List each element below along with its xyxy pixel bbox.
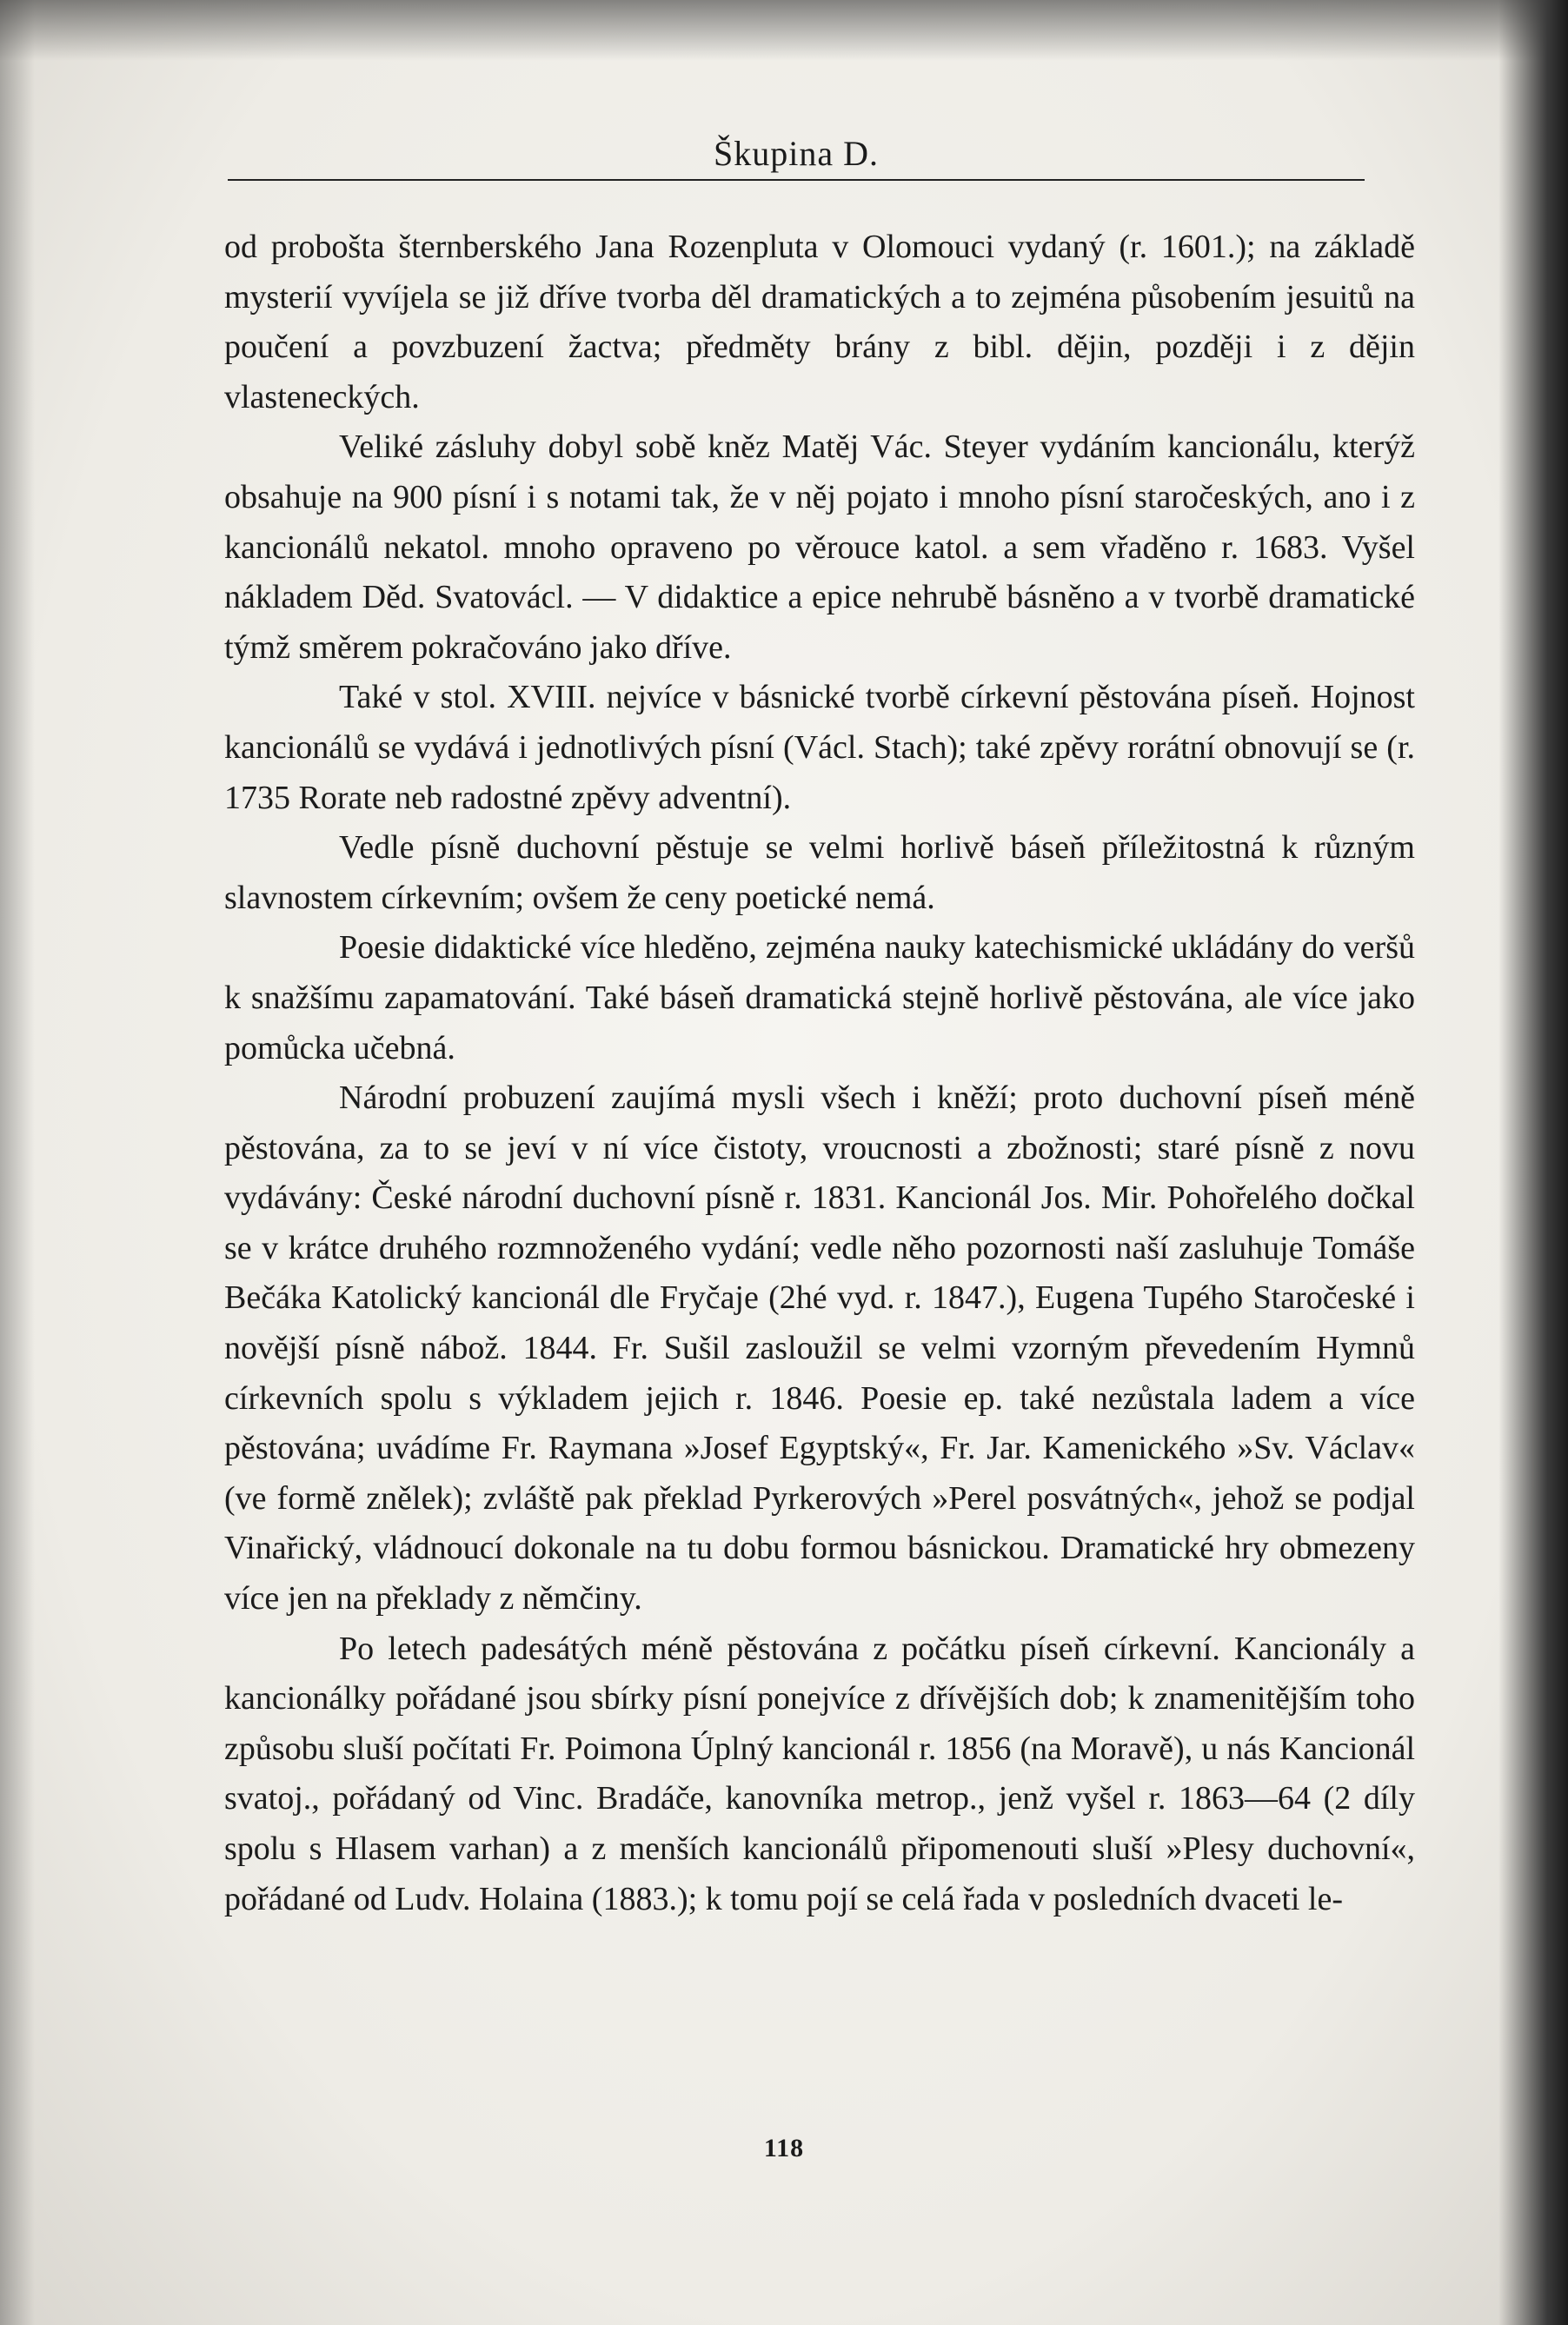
page-number: 118 xyxy=(763,2134,805,2162)
scan-shadow-right xyxy=(1498,0,1568,2325)
scan-shadow-top xyxy=(0,0,1568,61)
paragraph-4: Vedle písně duchovní pěstuje se velmi horlivě báseň příležitostná k různým slavnostem církevním; ovšem že ceny poetické nemá. xyxy=(224,829,1415,916)
paragraph-6: Národní probuzení zaujímá mysli všech i kněží; proto duchovní píseň méně pěstována, za to se jeví v ní více čistoty, vroucnosti a zbožnosti; staré písně z novu vydávány: České národní duchovní písně r. 1831. Kancionál Jos. Mir. Pohořelého dočkal se v krátce druhého rozmnoženého vydání; vedle něho pozornosti naší zasluhuje Tomáše Bečáka Katolický kancionál dle Fryčaje (2hé vyd. r. 1847.), Eugena Tupého Staročeské i novější písně nábož. 1844. Fr. Sušil zasloužil se velmi vzorným převedením Hymnů církevních spolu s výkladem jejich r. 1846. Poesie ep. také nezůstala ladem a více pěstována; uvádíme Fr. Raymana »Josef Egyptský«, Fr. Jar. Kamenického »Sv. Václav« (ve formě znělek); zvláště pak překlad Pyrkerových »Perel posvátných«, jehož se podjal Vinařický, vládnoucí dokonale na tu dobu formou básnickou. Dramatické hry obmezeny více jen na překlady z němčiny. xyxy=(224,1079,1415,1618)
paragraph-3: Také v stol. XVIII. nejvíce v básnické tvorbě církevní pěstována píseň. Hojnost kancionálů se vydává i jednotlivých písní (Václ. Stach); také zpěvy rorátní obnovují se (r. 1735 Rorate neb radostné zpěvy adventní). xyxy=(224,679,1415,816)
paragraph-2: Veliké zásluhy dobyl sobě kněz Matěj Vác. Steyer vydáním kancionálu, kterýž obsahuje na 900 písní i s notami tak, že v něj pojato i mnoho písní staročeských, ano i z kancionálů nekatol. mnoho opraveno po věrouce katol. a sem vřaděno r. 1683. Vyšel nákladem Děd. Svatovácl. — V didaktice a epice nehrubě básněno a v tvorbě dramatické týmž směrem pokračováno jako dříve. xyxy=(224,428,1415,666)
paragraph-5: Poesie didaktické více hleděno, zejména nauky katechismické ukládány do veršů k snažšímu zapamatování. Také báseň dramatická stejně horlivě pěstována, ale více jako pomůcka učebná. xyxy=(224,929,1415,1066)
running-header: Škupina D. xyxy=(714,134,879,173)
body-text xyxy=(224,223,1415,1924)
paragraph-7: Po letech padesátých méně pěstována z počátku píseň církevní. Kancionály a kancionálky pořádané jsou sbírky písní ponejvíce z dřívějších dob; k znamenitějším toho způsobu sluší počítati Fr. Poimona Úplný kancionál r. 1856 (na Moravě), u nás Kancionál svatoj., pořádaný od Vinc. Bradáče, kanovníka metrop., jenž vyšel r. 1863—64 (2 díly spolu s Hlasem varhan) a z menších kancionálů připomenouti sluší »Plesy duchovní«, pořádané od Ludv. Holaina (1883.); k tomu pojí se celá řada v posledních dvaceti le- xyxy=(224,1630,1415,1917)
header-rule xyxy=(228,179,1365,181)
paragraph-1: od proboštа šternberského Jana Rozenpluta v Olomouci vydaný (r. 1601.); na základě mysterií vyvíjela se již dříve tvorba děl dramatických a to zejména působením jesuitů na poučení a povzbuzení žactva; předměty brány z bibl. dějin, později i z dějin vlasteneckých. xyxy=(224,229,1415,415)
scan-shadow-left xyxy=(0,0,35,2325)
